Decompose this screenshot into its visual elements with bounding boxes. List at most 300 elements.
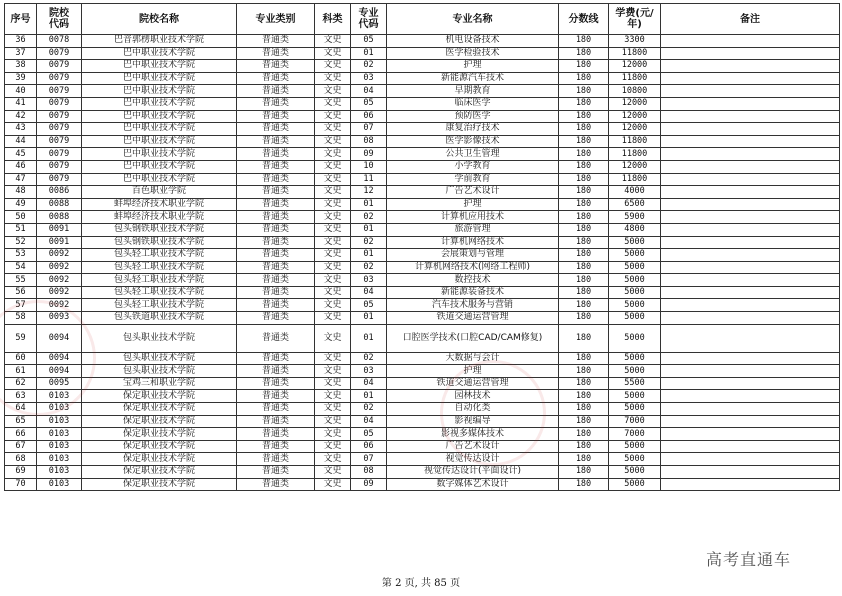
cell-subject: 文史 [315, 160, 351, 173]
cell-major-name: 会展策划与管理 [387, 249, 559, 262]
cell-major-name: 视觉传达设计 [387, 453, 559, 466]
cell-remark [661, 324, 840, 352]
table-row [5, 249, 840, 262]
cell-school-code: 0088 [37, 198, 82, 211]
cell-school-code: 0095 [37, 377, 82, 390]
header-major-name: 专业名称 [387, 4, 559, 35]
page-footer: 第 2 页, 共 85 页 [381, 578, 461, 589]
cell-major-code: 07 [351, 123, 387, 136]
cell-school-name: 包头铁道职业技术学院 [82, 312, 237, 325]
cell-major-name: 医学影像技术 [387, 135, 559, 148]
cell-fee: 5000 [609, 274, 661, 287]
table-row [5, 72, 840, 85]
table-row [5, 123, 840, 136]
cell-category: 普通类 [237, 60, 315, 73]
cell-subject: 文史 [315, 390, 351, 403]
cell-category: 普通类 [237, 123, 315, 136]
cell-major-code: 08 [351, 135, 387, 148]
cell-category: 普通类 [237, 148, 315, 161]
cell-school-code: 0092 [37, 299, 82, 312]
cell-category: 普通类 [237, 428, 315, 441]
cell-school-code: 0078 [37, 35, 82, 48]
cell-school-code: 0079 [37, 148, 82, 161]
brand-watermark: 高考直通车 [706, 550, 792, 569]
cell-major-code: 06 [351, 440, 387, 453]
cell-subject: 文史 [315, 72, 351, 85]
table-row [5, 160, 840, 173]
cell-category: 普通类 [237, 478, 315, 491]
cell-seq: 63 [5, 390, 37, 403]
cell-major-name: 小学教育 [387, 160, 559, 173]
cell-school-code: 0079 [37, 72, 82, 85]
cell-school-code: 0079 [37, 60, 82, 73]
cell-subject: 文史 [315, 211, 351, 224]
cell-subject: 文史 [315, 198, 351, 211]
table-row [5, 97, 840, 110]
cell-fee: 11800 [609, 72, 661, 85]
cell-school-name: 包头职业技术学院 [82, 365, 237, 378]
cell-remark [661, 478, 840, 491]
cell-category: 普通类 [237, 453, 315, 466]
cell-subject: 文史 [315, 352, 351, 365]
cell-major-code: 01 [351, 390, 387, 403]
header-min-score: 分数线 [559, 4, 609, 35]
cell-subject: 文史 [315, 377, 351, 390]
cell-school-code: 0079 [37, 160, 82, 173]
table-row [5, 453, 840, 466]
cell-major-code: 03 [351, 365, 387, 378]
cell-major-name: 护理 [387, 198, 559, 211]
cell-school-code: 0103 [37, 453, 82, 466]
cell-major-name: 计算机网络技术 [387, 236, 559, 249]
cell-category: 普通类 [237, 403, 315, 416]
cell-min-score: 180 [559, 299, 609, 312]
cell-remark [661, 60, 840, 73]
cell-remark [661, 173, 840, 186]
table-header-row [5, 4, 840, 35]
cell-school-name: 百色职业学院 [82, 186, 237, 199]
cell-major-code: 01 [351, 223, 387, 236]
cell-school-name: 保定职业技术学院 [82, 415, 237, 428]
cell-category: 普通类 [237, 97, 315, 110]
cell-major-code: 11 [351, 173, 387, 186]
cell-fee: 5500 [609, 377, 661, 390]
cell-subject: 文史 [315, 173, 351, 186]
cell-fee: 5000 [609, 286, 661, 299]
table-row [5, 186, 840, 199]
cell-fee: 4000 [609, 186, 661, 199]
cell-major-name: 广告艺术设计 [387, 186, 559, 199]
cell-major-name: 临床医学 [387, 97, 559, 110]
cell-major-name: 计算机应用技术 [387, 211, 559, 224]
cell-category: 普通类 [237, 324, 315, 352]
cell-school-name: 巴中职业技术学院 [82, 85, 237, 98]
cell-min-score: 180 [559, 236, 609, 249]
cell-remark [661, 97, 840, 110]
cell-seq: 56 [5, 286, 37, 299]
cell-fee: 11800 [609, 148, 661, 161]
cell-remark [661, 453, 840, 466]
header-subject: 科类 [315, 4, 351, 35]
cell-seq: 62 [5, 377, 37, 390]
cell-major-name: 园林技术 [387, 390, 559, 403]
table-row [5, 478, 840, 491]
cell-major-code: 01 [351, 312, 387, 325]
cell-subject: 文史 [315, 249, 351, 262]
cell-subject: 文史 [315, 261, 351, 274]
table-row [5, 286, 840, 299]
cell-school-code: 0079 [37, 135, 82, 148]
cell-remark [661, 85, 840, 98]
cell-seq: 53 [5, 249, 37, 262]
cell-subject: 文史 [315, 478, 351, 491]
cell-remark [661, 390, 840, 403]
cell-major-name: 计算机网络技术(网络工程师) [387, 261, 559, 274]
cell-remark [661, 466, 840, 479]
table-row [5, 403, 840, 416]
cell-seq: 61 [5, 365, 37, 378]
cell-school-name: 巴中职业技术学院 [82, 47, 237, 60]
cell-seq: 52 [5, 236, 37, 249]
cell-fee: 5000 [609, 365, 661, 378]
cell-school-code: 0086 [37, 186, 82, 199]
cell-seq: 45 [5, 148, 37, 161]
cell-seq: 55 [5, 274, 37, 287]
cell-fee: 5000 [609, 261, 661, 274]
cell-min-score: 180 [559, 123, 609, 136]
cell-remark [661, 403, 840, 416]
cell-major-code: 08 [351, 466, 387, 479]
header-school-name: 院校名称 [82, 4, 237, 35]
cell-fee: 3300 [609, 35, 661, 48]
cell-min-score: 180 [559, 377, 609, 390]
table-row [5, 312, 840, 325]
cell-school-code: 0079 [37, 47, 82, 60]
cell-school-code: 0079 [37, 110, 82, 123]
cell-seq: 51 [5, 223, 37, 236]
cell-remark [661, 249, 840, 262]
cell-school-code: 0092 [37, 274, 82, 287]
cell-school-code: 0092 [37, 286, 82, 299]
cell-seq: 42 [5, 110, 37, 123]
cell-major-code: 02 [351, 352, 387, 365]
table-row [5, 173, 840, 186]
cell-fee: 6500 [609, 198, 661, 211]
cell-subject: 文史 [315, 286, 351, 299]
cell-min-score: 180 [559, 428, 609, 441]
cell-fee: 12000 [609, 60, 661, 73]
cell-major-name: 影视编导 [387, 415, 559, 428]
cell-category: 普通类 [237, 236, 315, 249]
table-row [5, 440, 840, 453]
cell-subject: 文史 [315, 365, 351, 378]
cell-category: 普通类 [237, 352, 315, 365]
cell-major-name: 护理 [387, 60, 559, 73]
table-row [5, 110, 840, 123]
table-row [5, 390, 840, 403]
cell-subject: 文史 [315, 299, 351, 312]
cell-min-score: 180 [559, 415, 609, 428]
cell-fee: 5000 [609, 324, 661, 352]
cell-major-code: 03 [351, 274, 387, 287]
cell-school-name: 保定职业技术学院 [82, 478, 237, 491]
cell-min-score: 180 [559, 453, 609, 466]
cell-fee: 10800 [609, 85, 661, 98]
cell-major-name: 自动化类 [387, 403, 559, 416]
cell-fee: 5000 [609, 299, 661, 312]
cell-major-name: 新能源汽车技术 [387, 72, 559, 85]
cell-school-name: 巴音郭楞职业技术学院 [82, 35, 237, 48]
header-category: 专业类别 [237, 4, 315, 35]
table-row [5, 274, 840, 287]
cell-remark [661, 123, 840, 136]
cell-fee: 12000 [609, 97, 661, 110]
cell-major-name: 数控技术 [387, 274, 559, 287]
cell-seq: 43 [5, 123, 37, 136]
cell-major-name: 汽车技术服务与营销 [387, 299, 559, 312]
admission-score-table [4, 3, 840, 491]
cell-seq: 58 [5, 312, 37, 325]
cell-min-score: 180 [559, 440, 609, 453]
cell-remark [661, 286, 840, 299]
cell-min-score: 180 [559, 223, 609, 236]
cell-major-name: 早期教育 [387, 85, 559, 98]
cell-fee: 5000 [609, 390, 661, 403]
cell-seq: 49 [5, 198, 37, 211]
cell-major-code: 04 [351, 415, 387, 428]
cell-school-name: 保定职业技术学院 [82, 440, 237, 453]
cell-school-code: 0079 [37, 123, 82, 136]
cell-remark [661, 148, 840, 161]
cell-category: 普通类 [237, 312, 315, 325]
cell-min-score: 180 [559, 211, 609, 224]
cell-category: 普通类 [237, 47, 315, 60]
cell-subject: 文史 [315, 440, 351, 453]
cell-min-score: 180 [559, 274, 609, 287]
cell-category: 普通类 [237, 135, 315, 148]
cell-major-code: 05 [351, 299, 387, 312]
cell-subject: 文史 [315, 60, 351, 73]
cell-remark [661, 428, 840, 441]
cell-major-name: 康复治疗技术 [387, 123, 559, 136]
cell-min-score: 180 [559, 148, 609, 161]
table-row [5, 377, 840, 390]
cell-category: 普通类 [237, 261, 315, 274]
cell-major-code: 01 [351, 324, 387, 352]
cell-school-code: 0103 [37, 428, 82, 441]
cell-major-name: 预防医学 [387, 110, 559, 123]
cell-category: 普通类 [237, 415, 315, 428]
admission-table-sheet [4, 3, 840, 491]
cell-fee: 5000 [609, 453, 661, 466]
table-row [5, 135, 840, 148]
cell-school-code: 0094 [37, 324, 82, 352]
cell-category: 普通类 [237, 72, 315, 85]
cell-school-name: 包头轻工职业技术学院 [82, 249, 237, 262]
cell-category: 普通类 [237, 249, 315, 262]
cell-subject: 文史 [315, 324, 351, 352]
cell-fee: 7000 [609, 428, 661, 441]
cell-major-code: 02 [351, 211, 387, 224]
cell-school-name: 包头轻工职业技术学院 [82, 286, 237, 299]
cell-subject: 文史 [315, 428, 351, 441]
cell-fee: 4800 [609, 223, 661, 236]
cell-fee: 5000 [609, 478, 661, 491]
cell-category: 普通类 [237, 85, 315, 98]
cell-school-code: 0103 [37, 403, 82, 416]
cell-category: 普通类 [237, 223, 315, 236]
cell-seq: 44 [5, 135, 37, 148]
cell-major-code: 05 [351, 428, 387, 441]
cell-remark [661, 198, 840, 211]
cell-major-code: 06 [351, 110, 387, 123]
cell-major-code: 04 [351, 286, 387, 299]
cell-fee: 5900 [609, 211, 661, 224]
cell-seq: 70 [5, 478, 37, 491]
cell-remark [661, 135, 840, 148]
cell-school-code: 0103 [37, 390, 82, 403]
cell-seq: 47 [5, 173, 37, 186]
cell-school-name: 保定职业技术学院 [82, 428, 237, 441]
cell-min-score: 180 [559, 249, 609, 262]
cell-school-code: 0103 [37, 440, 82, 453]
cell-subject: 文史 [315, 223, 351, 236]
cell-subject: 文史 [315, 47, 351, 60]
cell-major-name: 新能源装备技术 [387, 286, 559, 299]
cell-remark [661, 261, 840, 274]
cell-remark [661, 274, 840, 287]
cell-school-code: 0094 [37, 352, 82, 365]
cell-major-name: 数字媒体艺术设计 [387, 478, 559, 491]
header-fee-label: 学费(元/年) [615, 8, 654, 30]
cell-major-code: 04 [351, 377, 387, 390]
cell-fee: 5000 [609, 312, 661, 325]
cell-school-code: 0079 [37, 97, 82, 110]
cell-remark [661, 440, 840, 453]
cell-school-name: 巴中职业技术学院 [82, 60, 237, 73]
cell-major-code: 02 [351, 403, 387, 416]
cell-school-code: 0103 [37, 415, 82, 428]
cell-category: 普通类 [237, 466, 315, 479]
cell-school-name: 蚌埠经济技术职业学院 [82, 211, 237, 224]
cell-seq: 68 [5, 453, 37, 466]
cell-min-score: 180 [559, 72, 609, 85]
cell-subject: 文史 [315, 312, 351, 325]
cell-min-score: 180 [559, 97, 609, 110]
cell-seq: 69 [5, 466, 37, 479]
cell-fee: 5000 [609, 403, 661, 416]
cell-subject: 文史 [315, 97, 351, 110]
cell-subject: 文史 [315, 123, 351, 136]
cell-school-name: 巴中职业技术学院 [82, 135, 237, 148]
cell-remark [661, 352, 840, 365]
header-school-code [37, 4, 82, 35]
table-row [5, 47, 840, 60]
cell-subject: 文史 [315, 148, 351, 161]
cell-subject: 文史 [315, 415, 351, 428]
cell-remark [661, 35, 840, 48]
cell-school-name: 包头钢铁职业技术学院 [82, 236, 237, 249]
cell-seq: 59 [5, 324, 37, 352]
table-row [5, 415, 840, 428]
cell-fee: 12000 [609, 110, 661, 123]
cell-school-name: 保定职业技术学院 [82, 466, 237, 479]
cell-subject: 文史 [315, 85, 351, 98]
cell-min-score: 180 [559, 403, 609, 416]
table-row [5, 85, 840, 98]
cell-seq: 67 [5, 440, 37, 453]
cell-remark [661, 299, 840, 312]
cell-min-score: 180 [559, 261, 609, 274]
cell-school-name: 巴中职业技术学院 [82, 173, 237, 186]
cell-major-code: 12 [351, 186, 387, 199]
cell-seq: 38 [5, 60, 37, 73]
cell-category: 普通类 [237, 286, 315, 299]
cell-school-name: 蚌埠经济技术职业学院 [82, 198, 237, 211]
cell-seq: 46 [5, 160, 37, 173]
cell-category: 普通类 [237, 198, 315, 211]
cell-school-code: 0092 [37, 261, 82, 274]
cell-remark [661, 47, 840, 60]
cell-category: 普通类 [237, 211, 315, 224]
cell-min-score: 180 [559, 390, 609, 403]
cell-seq: 37 [5, 47, 37, 60]
cell-school-name: 保定职业技术学院 [82, 403, 237, 416]
table-row [5, 261, 840, 274]
cell-school-name: 巴中职业技术学院 [82, 97, 237, 110]
cell-major-name: 铁道交通运营管理 [387, 312, 559, 325]
cell-major-name: 机电设备技术 [387, 35, 559, 48]
cell-subject: 文史 [315, 466, 351, 479]
cell-major-code: 03 [351, 72, 387, 85]
cell-major-code: 05 [351, 97, 387, 110]
cell-min-score: 180 [559, 186, 609, 199]
cell-school-name: 包头职业技术学院 [82, 324, 237, 352]
cell-school-code: 0093 [37, 312, 82, 325]
cell-remark [661, 223, 840, 236]
cell-category: 普通类 [237, 35, 315, 48]
cell-major-code: 02 [351, 261, 387, 274]
cell-school-code: 0092 [37, 249, 82, 262]
cell-school-name: 宝鸡三和职业学院 [82, 377, 237, 390]
cell-major-code: 07 [351, 453, 387, 466]
cell-min-score: 180 [559, 365, 609, 378]
cell-min-score: 180 [559, 135, 609, 148]
cell-major-name: 视觉传达设计(平面设计) [387, 466, 559, 479]
cell-major-code: 10 [351, 160, 387, 173]
cell-fee: 12000 [609, 123, 661, 136]
cell-major-name: 铁道交通运营管理 [387, 377, 559, 390]
cell-category: 普通类 [237, 186, 315, 199]
cell-major-code: 09 [351, 148, 387, 161]
cell-fee: 11800 [609, 135, 661, 148]
table-row [5, 352, 840, 365]
cell-subject: 文史 [315, 236, 351, 249]
cell-fee: 5000 [609, 352, 661, 365]
cell-school-name: 包头轻工职业技术学院 [82, 274, 237, 287]
cell-seq: 60 [5, 352, 37, 365]
table-row [5, 211, 840, 224]
cell-major-code: 04 [351, 85, 387, 98]
cell-seq: 57 [5, 299, 37, 312]
cell-remark [661, 211, 840, 224]
cell-remark [661, 415, 840, 428]
table-row [5, 148, 840, 161]
cell-school-code: 0103 [37, 466, 82, 479]
cell-seq: 39 [5, 72, 37, 85]
table-row [5, 428, 840, 441]
cell-major-name: 医学检验技术 [387, 47, 559, 60]
